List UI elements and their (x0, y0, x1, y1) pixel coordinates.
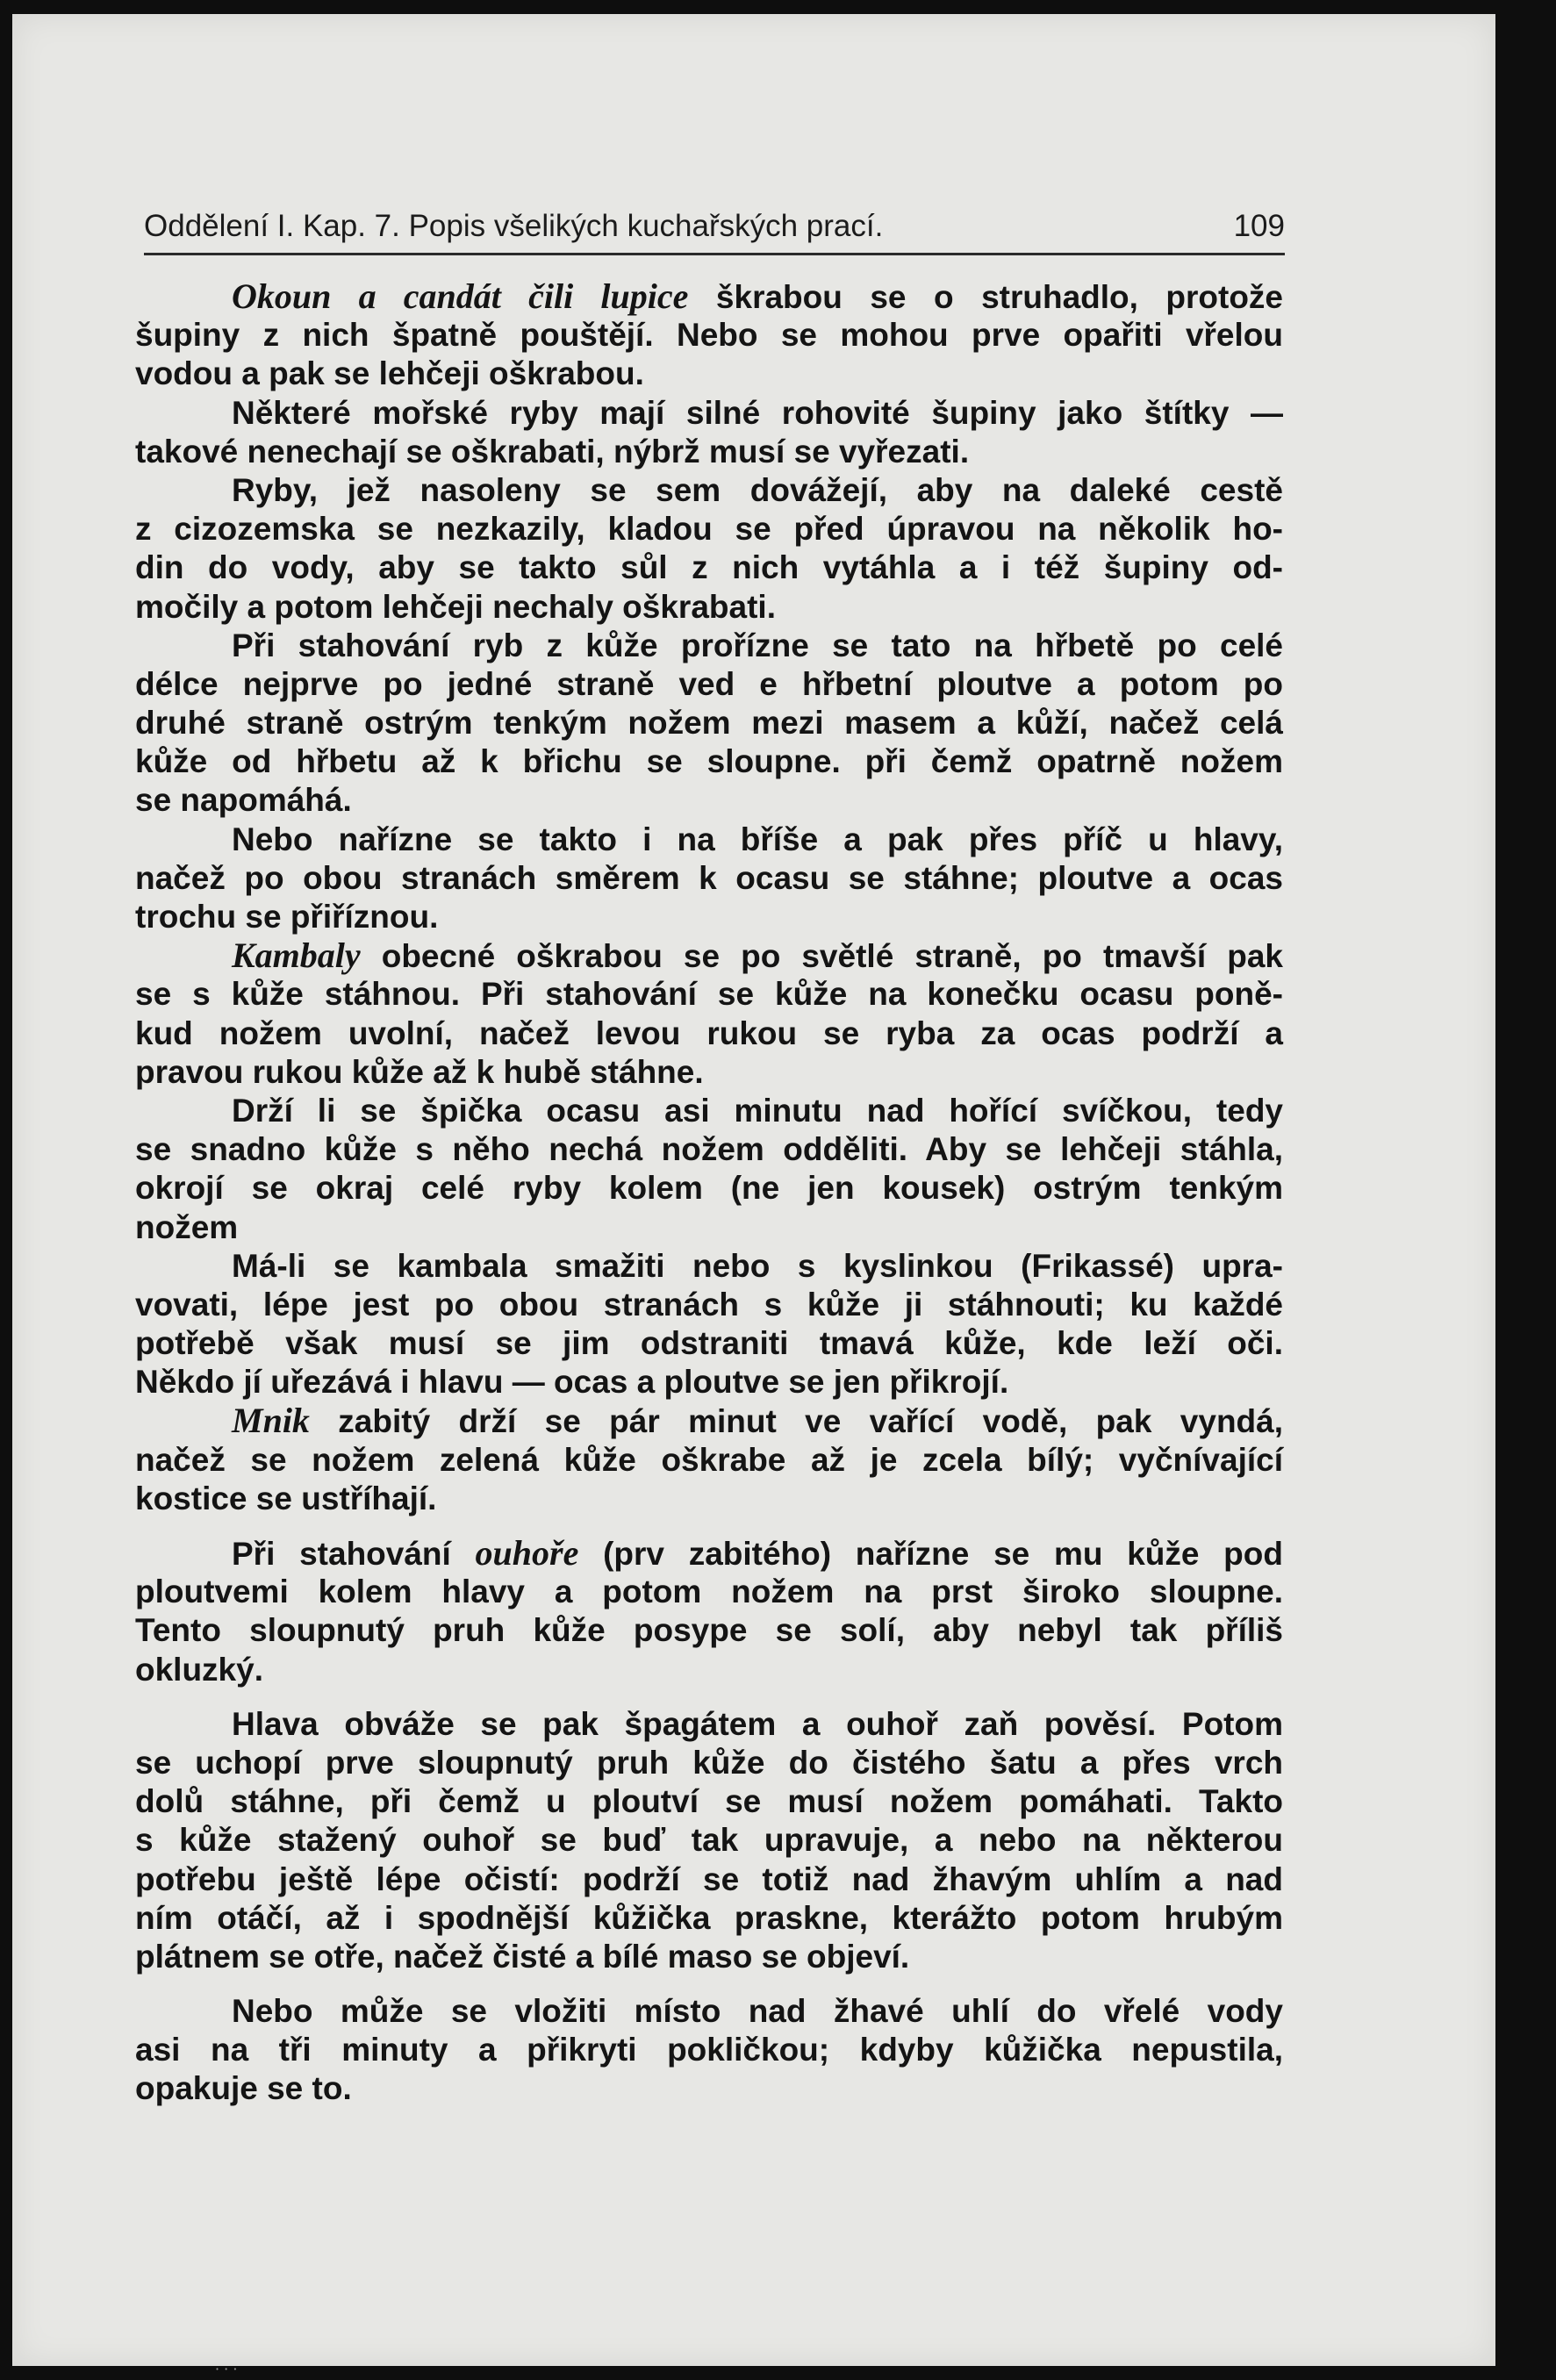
text-run: takové nenechají se oškrabati, nýbrž musí se vyřezati. (135, 433, 970, 470)
text-line (135, 1208, 1283, 1247)
text-line (135, 1480, 1283, 1518)
scan-artifact: · · · (215, 2361, 238, 2377)
text-line (135, 1611, 1283, 1650)
text-line (135, 627, 1283, 665)
italic-term: Mnik (232, 1401, 310, 1441)
text-line (135, 1363, 1283, 1401)
text-line (135, 510, 1283, 548)
text-line (135, 781, 1283, 820)
text-run: Má-li se kambala smažiti nebo s kyslinkou (Frikassé) upra- (232, 1247, 1283, 1284)
book-page (12, 14, 1495, 2377)
text-run: trochu se přiříznou. (135, 899, 439, 935)
text-run: Tento sloupnutý pruh kůže posype se solí, aby nebyl tak příliš (135, 1612, 1283, 1649)
text-run: plátnem se otře, načež čisté a bílé maso se objeví. (135, 1938, 910, 1975)
text-line (135, 1821, 1283, 1860)
text-run: Ryby, jež nasoleny se sem dovážejí, aby na daleké cestě (232, 471, 1283, 508)
text-line (135, 588, 1283, 627)
text-run: potřebě však musí se jim odstraniti tmavá kůže, kde leží oči. (135, 1325, 1283, 1362)
text-line (135, 433, 1283, 471)
text-run: se snadno kůže s něho nechá nožem odděliti. Aby se lehčeji stáhla, (135, 1131, 1283, 1168)
italic-term: ouhoře (475, 1533, 579, 1573)
text-run: načež po obou stranách směrem k ocasu se stáhne; ploutve a ocas (135, 859, 1283, 896)
text-run: kud nožem uvolní, načež levou rukou se ryba za ocas podrží a (135, 1014, 1283, 1051)
text-line (135, 2031, 1283, 2069)
text-run: asi na tři minuty a přikryti pokličkou; kdyby kůžička nepustila, (135, 2032, 1283, 2068)
text-run: vovati, lépe jest po obou stranách s kůže ji stáhnouti; ku každé (135, 1286, 1283, 1323)
text-run: vodou a pak se lehčeji oškrabou. (135, 355, 644, 392)
text-run: Nebo může se vložiti místo nad žhavé uhlí do vřelé vody (232, 1993, 1283, 2030)
text-line (135, 1324, 1283, 1363)
text-line (135, 1573, 1283, 1611)
text-line (135, 665, 1283, 704)
text-run: s kůže stažený ouhoř se buď tak upravuje, a nebo na některou (135, 1822, 1283, 1859)
text-run: ploutvemi kolem hlavy a potom nožem na prst široko sloupne. (135, 1574, 1283, 1610)
text-line (135, 548, 1283, 587)
header-rule (144, 253, 1285, 255)
text-line (135, 1130, 1283, 1169)
text-run: ním otáčí, až i spodnější kůžička praskne, kterážto potom hrubým (135, 1899, 1283, 1936)
text-line (135, 1092, 1283, 1130)
text-run: okrojí se okraj celé ryby kolem (ne jen kousek) ostrým tenkým (135, 1170, 1283, 1207)
text-run: kůže od hřbetu až k břichu se sloupne. při čemž opatrně nožem (135, 743, 1283, 780)
text-line (135, 1014, 1283, 1053)
text-line (135, 1705, 1283, 1744)
text-run: Některé mořské ryby mají silné rohovité šupiny jako štítky — (232, 394, 1283, 431)
text-run: zabitý drží se pár minut ve vařící vodě, pak vyndá, (309, 1403, 1283, 1440)
text-line (135, 821, 1283, 859)
text-line (135, 975, 1283, 1014)
text-line (135, 471, 1283, 510)
text-line (135, 1651, 1283, 1689)
text-run: okluzký. (135, 1651, 263, 1688)
text-line (135, 1782, 1283, 1821)
running-title: Oddělení I. Kap. 7. Popis všelikých kuchařských prací. (144, 209, 884, 243)
text-run: dolů stáhne, při čemž u ploutví se musí nožem pomáhati. Takto (135, 1783, 1283, 1820)
text-run: Drží li se špička ocasu asi minutu nad hořící svíčkou, tedy (232, 1092, 1283, 1129)
text-line (135, 936, 1283, 975)
text-line (135, 1534, 1283, 1573)
text-run: škrabou se o struhadlo, protože (688, 279, 1284, 315)
text-run: Při stahování (232, 1536, 476, 1572)
text-run: Nebo nařízne se takto i na bříše a pak přes příč u hlavy, (232, 821, 1283, 857)
page-number: 109 (1233, 209, 1285, 243)
running-header (144, 209, 1285, 244)
text-line (135, 2069, 1283, 2108)
text-run: se napomáhá. (135, 782, 352, 819)
text-line (135, 277, 1283, 316)
text-line (135, 394, 1283, 433)
text-run: pravou rukou kůže až k hubě stáhne. (135, 1053, 704, 1090)
text-line (135, 1169, 1283, 1208)
text-run: kostice se ustříhají. (135, 1480, 437, 1516)
text-run: obecné oškrabou se po světlé straně, po tmavší pak (360, 938, 1283, 975)
text-run: Hlava obváže se pak špagátem a ouhoř zaň pověsí. Potom (232, 1705, 1283, 1742)
text-line (135, 1938, 1283, 1976)
italic-term: Okoun a candát čili lupice (232, 276, 689, 316)
text-line (135, 704, 1283, 742)
italic-term: Kambaly (232, 936, 361, 976)
text-run: načež se nožem zelená kůže oškrabe až je zcela bílý; vyčnívající (135, 1441, 1283, 1478)
text-line (135, 1441, 1283, 1480)
text-line (135, 1744, 1283, 1782)
text-line (135, 1247, 1283, 1286)
text-run: druhé straně ostrým tenkým nožem mezi masem a kůží, načež celá (135, 705, 1283, 742)
text-line (135, 355, 1283, 393)
text-line (135, 1899, 1283, 1938)
text-run: šupiny z nich špatně pouštějí. Nebo se mohou prve opařiti vřelou (135, 317, 1283, 354)
text-line (135, 1053, 1283, 1092)
text-run: se uchopí prve sloupnutý pruh kůže do čistého šatu a přes vrch (135, 1744, 1283, 1781)
text-run: potřebu ještě lépe očistí: podrží se totiž nad žhavým uhlím a nad (135, 1860, 1283, 1897)
text-run: din do vody, aby se takto sůl z nich vytáhla a i též šupiny od- (135, 549, 1283, 586)
text-run: délce nejprve po jedné straně ved e hřbetní ploutve a potom po (135, 665, 1283, 702)
text-line (135, 1860, 1283, 1899)
text-line (135, 742, 1283, 781)
text-line (135, 1286, 1283, 1324)
body-text (135, 277, 1283, 2109)
text-run: se s kůže stáhnou. Při stahování se kůže na konečku ocasu poně- (135, 976, 1283, 1013)
text-run: (prv zabitého) nařízne se mu kůže pod (578, 1536, 1283, 1572)
text-run: nožem (135, 1208, 239, 1245)
text-run: Někdo jí uřezává i hlavu — ocas a ploutve se jen přikrojí. (135, 1364, 1009, 1401)
text-line (135, 1992, 1283, 2031)
text-run: opakuje se to. (135, 2070, 352, 2107)
text-line (135, 859, 1283, 898)
text-line (135, 898, 1283, 936)
text-run: močily a potom lehčeji nechaly oškrabati. (135, 588, 776, 625)
text-run: Při stahování ryb z kůže prořízne se tato na hřbetě po celé (232, 627, 1283, 663)
text-line (135, 316, 1283, 355)
text-line (135, 1401, 1283, 1440)
text-run: z cizozemska se nezkazily, kladou se před úpravou na několik ho- (135, 511, 1283, 548)
